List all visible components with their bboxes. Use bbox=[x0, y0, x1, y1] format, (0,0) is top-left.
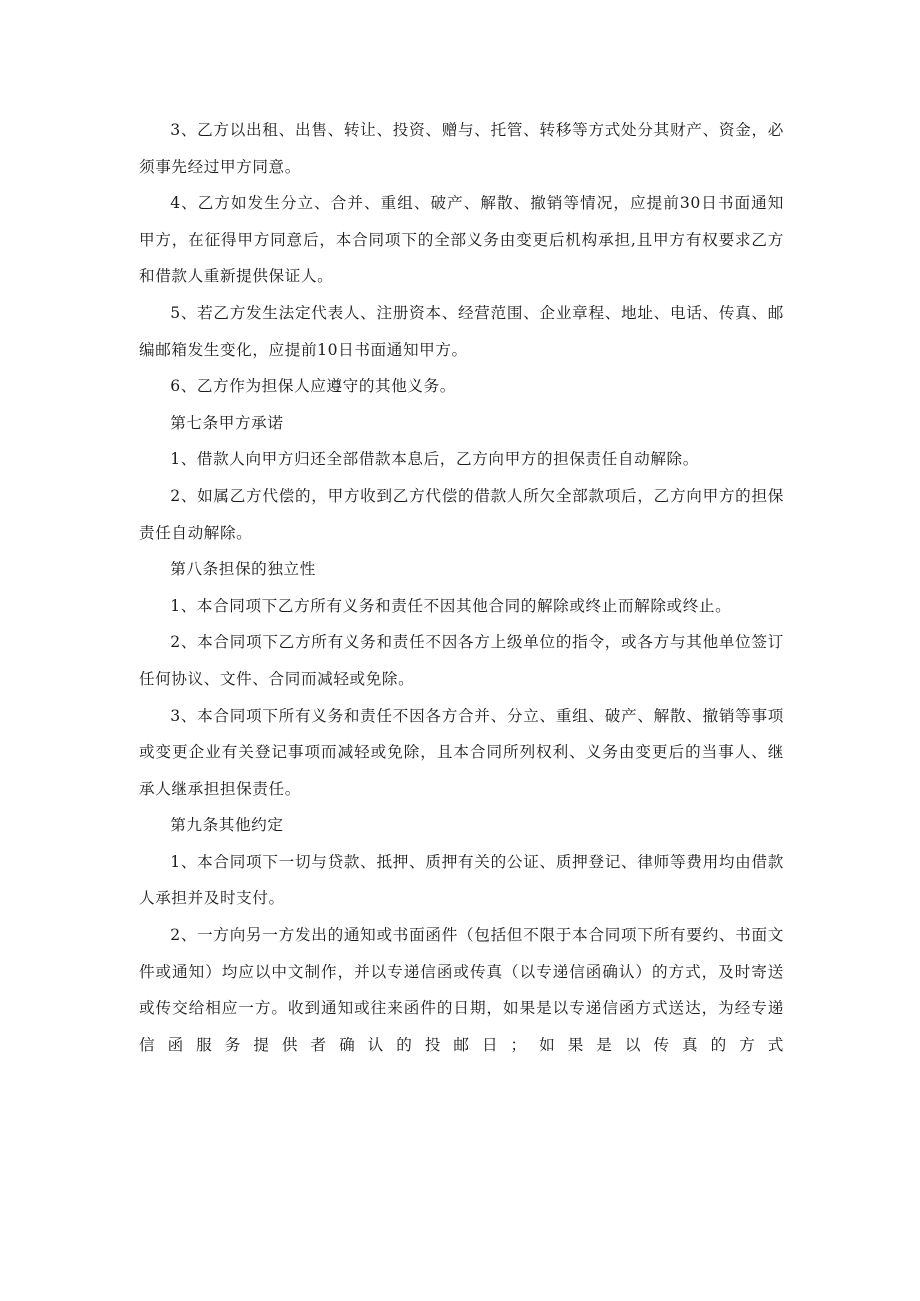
article-8-paragraph-1: 1、本合同项下乙方所有义务和责任不因其他合同的解除或终止而解除或终止。 bbox=[170, 596, 732, 615]
document-body bbox=[139, 112, 784, 1063]
clause-paragraph-5: 5、若乙方发生法定代表人、注册资本、经营范围、企业章程、地址、电话、传真、邮编邮箱发生变化，应提前10日书面通知甲方。 bbox=[139, 303, 784, 359]
article-8-paragraph-2: 2、本合同项下乙方所有义务和责任不因各方上级单位的指令，或各方与其他单位签订任何协议、文件、合同而减轻或免除。 bbox=[139, 633, 784, 688]
clause-paragraph-3: 3、乙方以出租、出售、转让、投资、赠与、托管、转移等方式处分其财产、资金，必须事先经过甲方同意。 bbox=[139, 121, 784, 176]
article-8-heading: 第八条担保的独立性 bbox=[170, 560, 316, 579]
clause-paragraph-6: 6、乙方作为担保人应遵守的其他义务。 bbox=[170, 377, 457, 396]
article-7-heading: 第七条甲方承诺 bbox=[170, 413, 284, 432]
article-9-heading: 第九条其他约定 bbox=[170, 816, 284, 835]
article-7-paragraph-2: 2、如属乙方代偿的，甲方收到乙方代偿的借款人所欠全部款项后，乙方向甲方的担保责任自动解除。 bbox=[139, 486, 784, 542]
article-9-paragraph-1: 1、本合同项下一切与贷款、抵押、质押有关的公证、质押登记、律师等费用均由借款人承担并及时支付。 bbox=[139, 852, 784, 908]
article-8-paragraph-3: 3、本合同项下所有义务和责任不因各方合并、分立、重组、破产、解散、撤销等事项或变更企业有关登记事项而减轻或免除，且本合同所列权利、义务由变更后的当事人、继承人继承担担保责任。 bbox=[139, 706, 784, 798]
clause-paragraph-4: 4、乙方如发生分立、合并、重组、破产、解散、撤销等情况，应提前30日书面通知甲方，在征得甲方同意后，本合同项下的全部义务由变更后机构承担,且甲方有权要求乙方和借款人重新提供保证人。 bbox=[139, 194, 784, 286]
article-7-paragraph-1: 1、借款人向甲方归还全部借款本息后，乙方向甲方的担保责任自动解除。 bbox=[170, 450, 699, 469]
article-9-paragraph-2: 2、一方向另一方发出的通知或书面函件（包括但不限于本合同项下所有要约、书面文件或通知）均应以中文制作，并以专递信函或传真（以专递信函确认）的方式，及时寄送或传交给相应一方。收到通知或往来函件的日期，如果是以专递信函方式送达，为经专递信函服务提供者确认的投邮日；如果是以传真的方式 bbox=[139, 926, 784, 1054]
